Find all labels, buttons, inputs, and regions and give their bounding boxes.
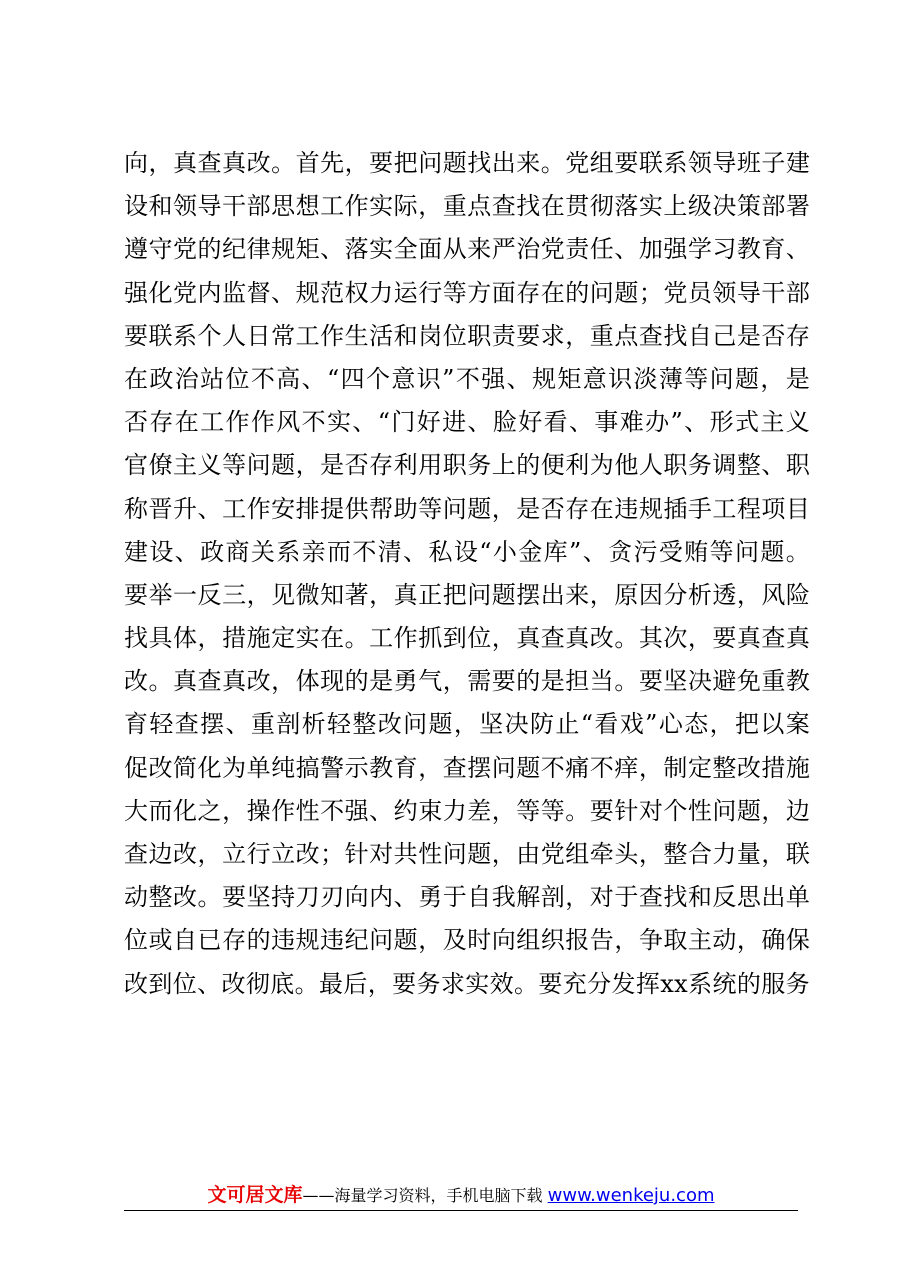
footer	[124, 1180, 798, 1212]
body-text	[124, 142, 810, 1006]
footer-website-link[interactable]: www.wenkeju.com	[547, 1185, 715, 1206]
text-line-6: 在 政 治 站 位 不 高 、 “ 四 个 意 识 ” 不 强 、 规 矩 意 识 淡 薄 等 问 题 ， 是	[124, 364, 810, 393]
text-line-11: 要 举 一 反 三 ， 见 微 知 著 ， 真 正 把 问 题 摆 出 来 ， 原 因 分 析 透 ， 风 险	[124, 580, 810, 609]
text-line-8: 官 僚 主 义 等 问 题 ， 是 否 存 利 用 职 务 上 的 便 利 为 他 人 职 务 调 整 、 职	[124, 451, 810, 480]
text-line-10: 建 设 、 政 商 关 系 亲 而 不 清 、 私 设 “ 小 金 库 ” 、 贪 污 受 贿 等 问 题 。	[124, 537, 810, 566]
text-line-9: 称 晋 升 、 工 作 安 排 提 供 帮 助 等 问 题 ， 是 否 存 在 违 规 插 手 工 程 项 目	[124, 494, 810, 523]
text-line-7: 否 存 在 工 作 作 风 不 实 、 “ 门 好 进 、 脸 好 看 、 事 难 办 ” 、 形 式 主 义	[124, 408, 810, 437]
text-line-13: 改 。 真 查 真 改 ， 体 现 的 是 勇 气 ， 需 要 的 是 担 当 。 要 坚 决 避 免 重 教	[124, 667, 810, 696]
text-line-5: 要 联 系 个 人 日 常 工 作 生 活 和 岗 位 职 责 要 求 ， 重 点 查 找 自 己 是 否 存	[124, 321, 810, 350]
footer-divider	[124, 1210, 798, 1211]
text-line-3: 遵 守 党 的 纪 律 规 矩 、 落 实 全 面 从 来 严 治 党 责 任 、 加 强 学 习 教 育 、	[124, 235, 810, 264]
text-line-20: 改 到 位 、 改 彻 底 。 最 后 ， 要 务 求 实 效 。 要 充 分 发 挥 x x 系 统 的 服 务	[124, 969, 810, 998]
footer-tagline: ——海量学习资料，手机电脑下载	[302, 1186, 543, 1205]
text-line-18: 动 整 改 。 要 坚 持 刀 刃 向 内 、 勇 于 自 我 解 剖 ， 对 于 查 找 和 反 思 出 单	[124, 883, 810, 912]
text-line-14: 育 轻 查 摆 、 重 剖 析 轻 整 改 问 题 ， 坚 决 防 止 “ 看 戏 ” 心 态 ， 把 以 案	[124, 710, 810, 739]
text-line-17: 查 边 改 ， 立 行 立 改 ； 针 对 共 性 问 题 ， 由 党 组 牵 头 ， 整 合 力 量 ， 联	[124, 840, 810, 868]
footer-brand: 文可居文库	[207, 1184, 303, 1206]
text-line-12: 找 具 体 ， 措 施 定 实 在 。 工 作 抓 到 位 ， 真 查 真 改 。 其 次 ， 要 真 查 真	[124, 624, 810, 653]
text-line-2: 设 和 领 导 干 部 思 想 工 作 实 际 ， 重 点 查 找 在 贯 彻 落 实 上 级 决 策 部 署	[124, 192, 810, 221]
text-line-16: 大 而 化 之 ， 操 作 性 不 强 、 约 束 力 差 ， 等 等 。 要 针 对 个 性 问 题 ， 边	[124, 796, 810, 825]
text-line-1: 向 ， 真 查 真 改 。 首 先 ， 要 把 问 题 找 出 来 。 党 组 要 联 系 领 导 班 子 建	[124, 149, 810, 177]
text-line-4: 强 化 党 内 监 督 、 规 范 权 力 运 行 等 方 面 存 在 的 问 题 ； 党 员 领 导 干 部	[124, 278, 810, 307]
text-line-15: 促 改 简 化 为 单 纯 搞 警 示 教 育 ， 查 摆 问 题 不 痛 不 痒 ， 制 定 整 改 措 施	[124, 753, 810, 782]
text-line-19: 位 或 自 已 存 的 违 规 违 纪 问 题 ， 及 时 向 组 织 报 告 ， 争 取 主 动 ， 确 保	[124, 926, 810, 955]
